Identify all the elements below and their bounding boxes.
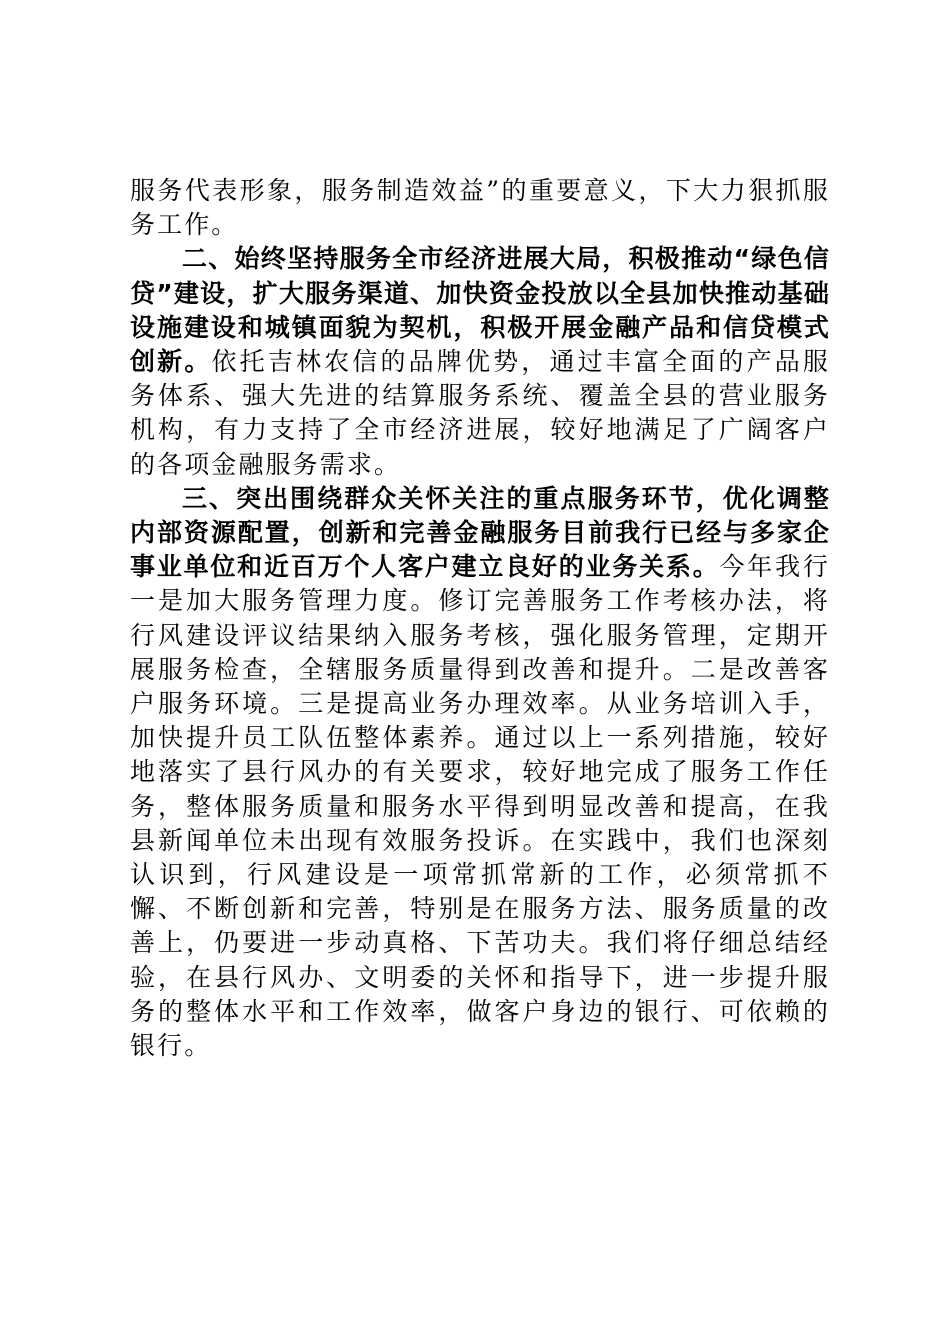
section-heading-three: 三、突出围绕群众关怀关注的重点服务环节，优化调整内部资源配置，创新和完善金融服务目前我行已经与多家企事业单位和近百万个人客户建立良好的业务关系。 xyxy=(130,483,830,582)
paragraph-text: 服务代表形象，服务制造效益”的重要意义，下大力狠抓服务工作。 xyxy=(130,176,830,240)
paragraph-section-two xyxy=(130,242,830,481)
document-body xyxy=(130,174,830,1063)
paragraph-continuation xyxy=(130,174,830,242)
paragraph-text: 依托吉林农信的品牌优势，通过丰富全面的产品服务体系、强大先进的结算服务系统、覆盖全县的营业服务机构，有力支持了全市经济进展，较好地满足了广阔客户的各项金融服务需求。 xyxy=(130,347,831,479)
paragraph-section-three xyxy=(130,482,830,1063)
section-heading-two: 二、始终坚持服务全市经济进展大局，积极推动“绿色信贷”建设，扩大服务渠道、加快资金投放以全县加快推动基础设施建设和城镇面貌为契机，积极开展金融产品和信贷模式创新。 xyxy=(130,244,830,377)
paragraph-text: 今年我行一是加大服务管理力度。修订完善服务工作考核办法，将行风建设评议结果纳入服务考核，强化服务管理，定期开展服务检查，全辖服务质量得到改善和提升。二是改善客户服务环境。三是提高业务办理效率。从业务培训入手，加快提升员工队伍整体素养。通过以上一系列措施，较好地落实了县行风办的有关要求，较好地完成了服务工作任务，整体服务质量和服务水平得到明显改善和提高，在我县新闻单位未出现有效服务投诉。在实践中，我们也深刻认识到，行风建设是一项常抓常新的工作，必须常抓不懈、不断创新和完善，特别是在服务方法、服务质量的改善上，仍要进一步动真格、下苦功夫。我们将仔细总结经验，在县行风办、文明委的关怀和指导下，进一步提升服务的整体水平和工作效率，做客户身边的银行、可依赖的银行。 xyxy=(130,552,831,1061)
